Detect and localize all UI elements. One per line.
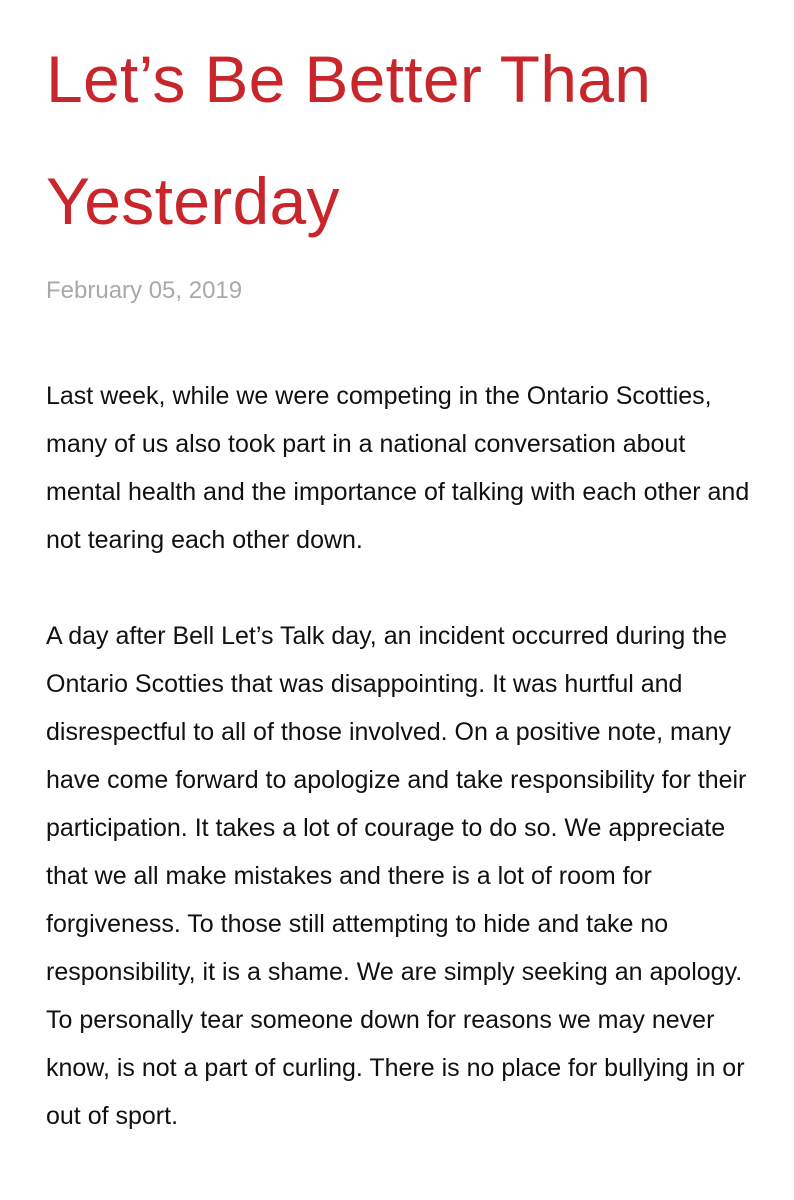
article-title: Let’s Be Better Than Yesterday bbox=[46, 42, 652, 238]
article-body bbox=[46, 372, 758, 1140]
article bbox=[46, 0, 758, 1188]
article-paragraph: Last week, while we were competing in the Ontario Scotties, many of us also took part in a national conversation about mental health and the importance of talking with each other and not tearing each other down. bbox=[46, 382, 750, 554]
publish-date: February 05, 2019 bbox=[46, 277, 243, 304]
article-paragraph: A day after Bell Let’s Talk day, an incident occurred during the Ontario Scotties that was disappointing. It was hurtful and disrespectful to all of those involved. On a positive note, many have come forward to apologize and take responsibility for their participation. It takes a lot of courage to do so. We appreciate that we all make mistakes and there is a lot of room for forgiveness. To those still attempting to hide and take no responsibility, it is a shame. We are simply seeking an apology. To personally tear someone down for reasons we may never know, is not a part of curling. There is no place for bullying in or out of sport. bbox=[46, 622, 747, 1130]
